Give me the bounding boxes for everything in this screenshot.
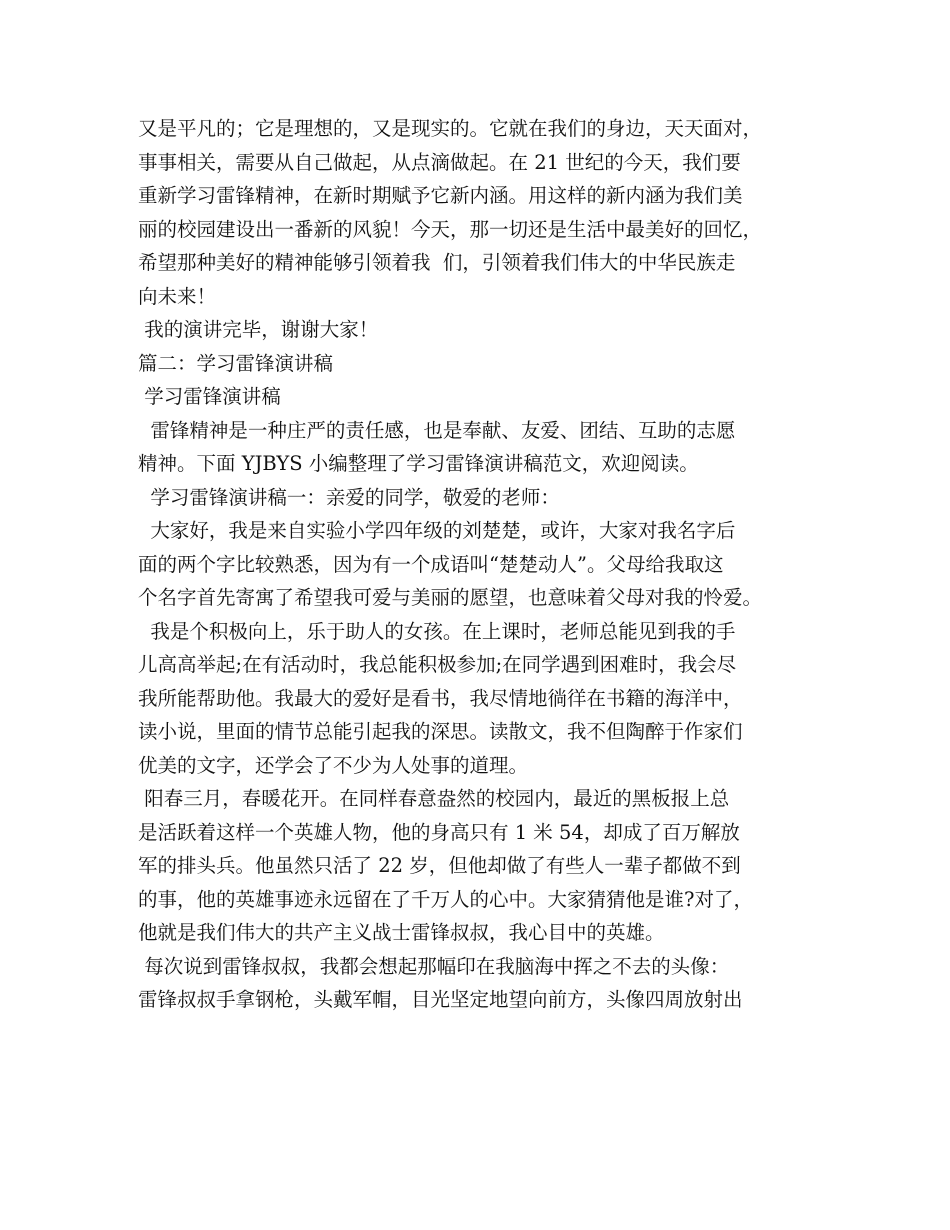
text-line: 每次说到雷锋叔叔，我都会想起那幅印在我脑海中挥之不去的头像： <box>138 954 730 978</box>
text-line: 又是平凡的；它是理想的，又是现实的。它就在我们的身边，天天面对， <box>138 117 763 140</box>
text-line: 丽的校园建设出一番新的风貌！今天，那一切还是生活中最美好的回忆， <box>138 217 763 241</box>
text-line: 优美的文字，还学会了不少为人处事的道理。 <box>138 753 529 777</box>
text-line: 阳春三月，春暖花开。在同样春意盎然的校园内，最近的黑板报上总 <box>138 787 730 810</box>
text-line: 是活跃着这样一个英雄人物，他的身高只有 1 米 54，却成了百万解放 <box>138 820 740 844</box>
text-line: 个名字首先寄寓了希望我可爱与美丽的愿望，也意味着父母对我的怜爱。 <box>138 586 763 609</box>
text-line: 学习雷锋演讲稿一：亲爱的同学，敬爱的老师： <box>138 485 560 509</box>
text-line: 雷锋精神是一种庄严的责任感，也是奉献、友爱、团结、互助的志愿 <box>138 418 736 442</box>
text-line: 我的演讲完毕，谢谢大家！ <box>138 318 379 341</box>
text-line: 事事相关，需要从自己做起，从点滴做起。在 21 世纪的今天，我们要 <box>138 150 741 174</box>
text-line: 我所能帮助他。我最大的爱好是看书，我尽情地徜徉在书籍的海洋中， <box>138 686 743 710</box>
text-line: 希望那种美好的精神能够引领着我 们，引领着我们伟大的中华民族走 <box>138 251 736 274</box>
text-line: 他就是我们伟大的共产主义战士雷锋叔叔，我心目中的英雄。 <box>138 921 665 944</box>
text-line: 精神。下面 YJBYS 小编整理了学习雷锋演讲稿范文，欢迎阅读。 <box>138 452 699 475</box>
text-line: 面的两个字比较熟悉，因为有一个成语叫“楚楚动人”。父母给我取这 <box>138 552 724 576</box>
text-line: 大家好，我是来自实验小学四年级的刘楚楚，或许，大家对我名字后 <box>138 519 736 542</box>
text-line: 军的排头兵。他虽然只活了 22 岁，但他却做了有些人一辈子都做不到 <box>138 854 741 877</box>
text-line: 我是个积极向上，乐于助人的女孩。在上课时，老师总能见到我的手 <box>138 619 736 643</box>
text-line: 读小说，里面的情节总能引起我的深思。读散文，我不但陶醉于作家们 <box>138 720 743 743</box>
text-line: 儿高高举起;在有活动时，我总能积极参加;在同学遇到困难时，我会尽 <box>138 653 737 676</box>
body-text <box>138 112 838 1017</box>
text-line: 重新学习雷锋精神，在新时期赋予它新内涵。用这样的新内涵为我们美 <box>138 184 743 207</box>
text-line: 雷锋叔叔手拿钢枪，头戴军帽，目光坚定地望向前方，头像四周放射出 <box>138 988 743 1011</box>
article-title: 学习雷锋演讲稿 <box>138 385 281 408</box>
section-heading: 篇二：学习雷锋演讲稿 <box>138 351 334 375</box>
text-line: 向未来！ <box>138 284 217 308</box>
text-line: 的事，他的英雄事迹永远留在了千万人的心中。大家猜猜他是谁?对了， <box>138 887 753 911</box>
